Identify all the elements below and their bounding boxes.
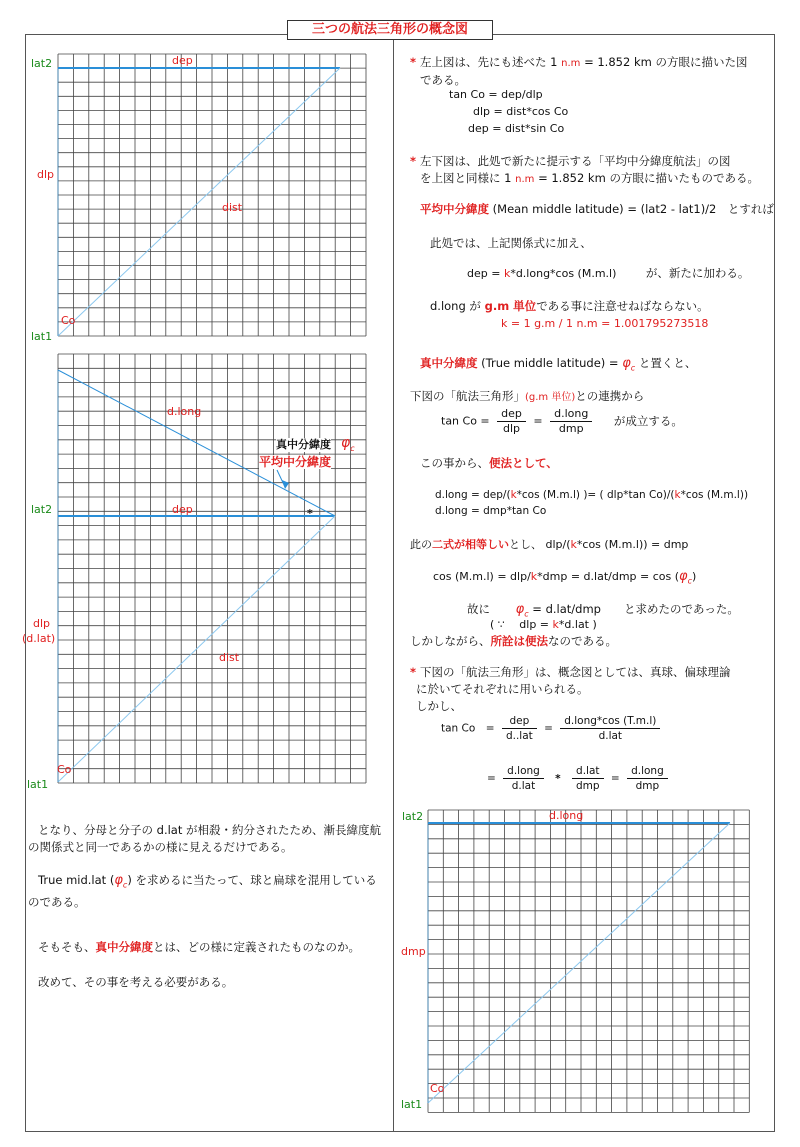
left-para-1: となり、分母と分子の d.lat が相殺・約分されたため、漸長緯度航 の関係式と同一であるかの様に見えるだけである。 (28, 823, 382, 854)
eq-dlong-2: d.long = dmp*tan Co (435, 505, 547, 517)
dep-label-middle: dep (172, 503, 193, 516)
lat2-label-bottom: lat2 (402, 810, 424, 823)
eq-dep-kdlong: dep = k*d.long*cos (M.m.l) が、新たに加わる。 (467, 266, 750, 280)
equation-tan-co-3: = $\frac{\text{d.long}}{\text{d.lat}}$ * $\frac{\text{d.lat}}{\text{dmp}}$ = $\frac{\text{d.long}}{\text{dmp}}$ (487, 764, 672, 793)
dlong-label-middle: d.long (167, 405, 202, 418)
dlp-label-top: dlp (37, 168, 55, 181)
para-8-note: ( ∵ dlp = k*d.lat ) (490, 618, 597, 631)
grid-diagram-middle (55, 352, 375, 792)
para-10: * 下図の「航法三角形」は、概念図としては、真球、偏球理論 に於いてそれぞれに用いられる。 しかし、 (410, 665, 731, 713)
eq-dlong-1: d.long = dep/(k*cos (M.m.l) )= ( dlp*tan Co)/(k*cos (M.m.l)) (435, 489, 749, 501)
angle-mark: * (307, 507, 313, 520)
page-title: 三つの航法三角形の概念図 (287, 20, 493, 40)
phi-c-label: $\varphi_c$ (341, 435, 355, 453)
eq-cos-mml: $\cos (M.m.l) = dlp/k*dmp = d.lat/dmp = \cos (\varphi_c)$ (433, 569, 697, 586)
left-para-4: 改めて、その事を考える必要がある。 (38, 975, 234, 989)
true-mid-label: 真中分緯度 (276, 438, 331, 451)
co-label-bottom: Co (430, 1082, 445, 1095)
para-1: * 左上図は、先にも述べた 1 n.m = 1.852 km の方眼に描いた図 である。 (410, 55, 748, 87)
k-definition: k = 1 g.m / 1 n.m = 1.001795273518 (501, 317, 709, 330)
dist-label-middle: dist (219, 651, 240, 664)
dlat-label-middle: (d.lat) (22, 632, 56, 645)
para-7: 此の二式が相等しいとし、 dlp/(k*cos (M.m.l)) = dmp (410, 538, 689, 551)
para-9: しかしながら、所詮は便法なのである。 (410, 634, 617, 648)
mean-mid-definition: 平均中分緯度 (Mean middle latitude) = (lat2 - lat1)/2 とすれば (420, 202, 774, 216)
para-8: 故に $\varphi_c = d.lat/dmp$ と求めたのであった。 (467, 602, 739, 619)
para-2: * 左下図は、此処で新たに提示する「平均中分緯度航法」の図 を上図と同様に 1 n.m = 1.852 km の方眼に描いたものである。 (410, 154, 759, 185)
equation-tan-co-2: tan Co = $\frac{\text{dep}}{\text{d..lat}}$ = $\frac{\text{d.long*cos (T.m.l)}}{\text{d.lat}}$ (441, 714, 664, 743)
eq-dep: dep = dist*sin Co (468, 122, 565, 135)
dist-line (58, 68, 340, 336)
lat1-label-bottom: lat1 (401, 1098, 423, 1111)
column-divider (393, 34, 394, 1132)
lat1-label-top: lat1 (31, 330, 53, 343)
grid-diagram-bottom (420, 808, 760, 1118)
dlong-label-bottom: d.long (549, 809, 584, 822)
co-label-top: Co (61, 314, 76, 327)
equation-tan-co-1: tan Co = $\frac{\text{dep}}{\text{dlp}}$ = $\frac{\text{d.long}}{\text{dmp}}$ が成立する。 (441, 407, 683, 435)
lat1-label-middle: lat1 (27, 778, 49, 791)
eq-dlp: dlp = dist*cos Co (473, 105, 569, 118)
eq-tan: tan Co = dep/dlp (449, 88, 543, 101)
mean-mid-arrowhead (282, 480, 289, 489)
dist-label-top: dist (222, 201, 243, 214)
dist-line-bottom (428, 823, 730, 1103)
dlp-label-middle: dlp (33, 617, 51, 630)
true-mid-definition: 真中分緯度 (True middle latitude) = $\varphi_c$ と置くと、 (420, 356, 697, 373)
grid-diagram-top (55, 52, 375, 342)
lat2-label-top: lat2 (31, 57, 53, 70)
left-para-3: そもそも、真中分緯度とは、どの様に定義されたものなのか。 (38, 940, 360, 954)
co-label-middle: Co (57, 763, 72, 776)
dep-label-top: dep (172, 54, 193, 67)
dmp-label-bottom: dmp (401, 945, 426, 958)
mean-mid-label: 平均中分緯度 (259, 455, 332, 469)
para-3: 此処では、上記関係式に加え、 (430, 236, 592, 250)
para-4: d.long が g.m 単位である事に注意せねばならない。 (430, 299, 709, 313)
lat2-label-middle: lat2 (31, 503, 53, 516)
left-para-2: True mid.lat $(\varphi_c)$ を求めるに当たって、球と扁球を混用している のである。 (28, 873, 377, 909)
para-6: この事から、便法として、 (420, 456, 558, 470)
para-5: 下図の「航法三角形」(g.m 単位)との連携から (410, 389, 645, 403)
